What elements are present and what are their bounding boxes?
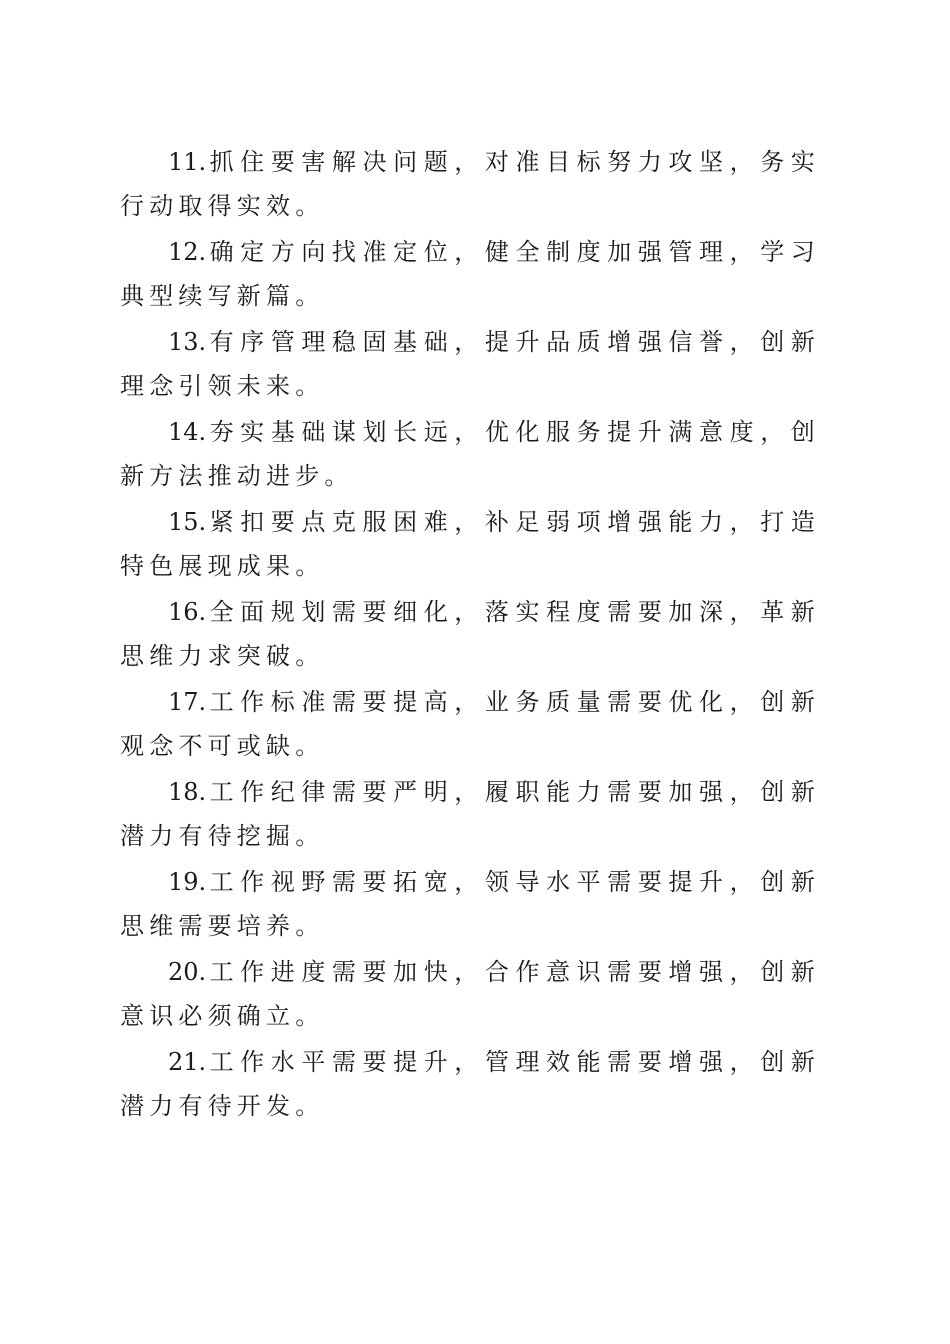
list-item: [120, 500, 820, 588]
list-item: [120, 1040, 820, 1128]
item-text: 工作水平需要提升，管理效能需要增强，创新潜力有待开发。: [120, 1048, 820, 1120]
item-text: 夯实基础谋划长远，优化服务提升满意度，创新方法推动进步。: [120, 418, 820, 490]
list-item: [120, 230, 820, 318]
list-item: [120, 950, 820, 1038]
item-number: 18.: [168, 778, 207, 806]
item-text: 有序管理稳固基础，提升品质增强信誉，创新理念引领未来。: [120, 328, 820, 400]
item-number: 13.: [168, 328, 207, 356]
item-text: 工作标准需要提高，业务质量需要优化，创新观念不可或缺。: [120, 688, 820, 760]
item-text: 工作纪律需要严明，履职能力需要加强，创新潜力有待挖掘。: [120, 778, 820, 850]
list-item: [120, 680, 820, 768]
list-item: [120, 140, 820, 228]
item-number: 17.: [168, 688, 207, 716]
item-number: 16.: [168, 598, 207, 626]
list-item: [120, 410, 820, 498]
item-text: 确定方向找准定位，健全制度加强管理，学习典型续写新篇。: [120, 238, 820, 310]
list-item: [120, 860, 820, 948]
item-number: 21.: [168, 1048, 207, 1076]
item-text: 工作视野需要拓宽，领导水平需要提升，创新思维需要培养。: [120, 868, 820, 940]
item-number: 12.: [168, 238, 207, 266]
list-item: [120, 590, 820, 678]
item-number: 15.: [168, 508, 207, 536]
item-text: 抓住要害解决问题，对准目标努力攻坚，务实行动取得实效。: [120, 148, 820, 220]
list-item: [120, 320, 820, 408]
item-number: 11.: [168, 148, 207, 176]
item-text: 全面规划需要细化，落实程度需要加深，革新思维力求突破。: [120, 598, 820, 670]
document-page: [120, 140, 820, 1130]
item-number: 14.: [168, 418, 207, 446]
item-number: 19.: [168, 868, 207, 896]
item-number: 20.: [168, 958, 207, 986]
item-text: 紧扣要点克服困难，补足弱项增强能力，打造特色展现成果。: [120, 508, 820, 580]
item-text: 工作进度需要加快，合作意识需要增强，创新意识必须确立。: [120, 958, 820, 1030]
list-item: [120, 770, 820, 858]
